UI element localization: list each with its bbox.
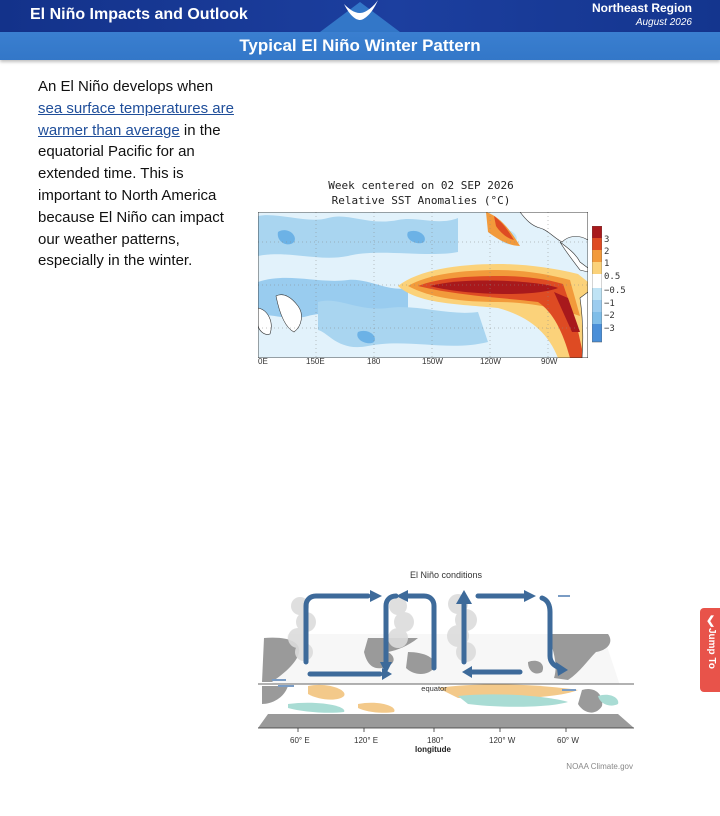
sst-x-axis <box>258 357 588 371</box>
legend-label: 1 <box>604 259 610 269</box>
conditions-title: El Niño conditions <box>409 570 483 580</box>
chevron-left-icon: ❮ <box>706 615 716 627</box>
region-name: Northeast Region <box>591 1 692 15</box>
page-title: Typical El Niño Winter Pattern <box>239 36 481 55</box>
noaa-gull-logo-icon[interactable] <box>320 0 400 32</box>
legend-label: 3 <box>604 235 610 245</box>
sst-x-tick: 150E <box>306 357 325 366</box>
conditions-xlabel: longitude <box>415 745 451 754</box>
top-header-bar <box>0 0 720 32</box>
sst-title-line1: Week centered on 02 SEP 2026 <box>328 179 514 192</box>
region-info <box>592 1 692 30</box>
walker-circulation-diagram <box>258 586 638 732</box>
conditions-x-tick: 120° W <box>489 736 516 745</box>
sst-x-tick: 120W <box>480 357 501 366</box>
app-title[interactable]: El Niño Impacts and Outlook <box>30 6 248 23</box>
conditions-x-tick: 120° E <box>354 736 379 745</box>
legend-label: −0.5 <box>604 286 626 296</box>
sst-x-tick: 0E <box>258 357 268 366</box>
legend-label: −2 <box>604 311 615 321</box>
sst-title-line2: Relative SST Anomalies (°C) <box>331 194 511 207</box>
sst-link[interactable]: sea surface temperatures are warmer than average <box>38 99 234 139</box>
sst-x-tick: 180 <box>367 357 381 366</box>
jump-to-button[interactable] <box>700 608 720 692</box>
intro-text-start: An El Niño develops when <box>38 78 214 95</box>
sst-figure-title <box>258 178 584 208</box>
intro-text-end: in the equatorial Pacific for an extended time. This is important to North America because El Niño can impact our weather patterns, especially in the winter. <box>38 121 224 270</box>
legend-label: 2 <box>604 247 610 257</box>
intro-paragraph <box>38 76 238 272</box>
equator-label: equator <box>421 684 447 693</box>
sst-x-tick: 150W <box>422 357 443 366</box>
conditions-x-tick: 180° <box>427 736 444 745</box>
legend-label: −1 <box>604 299 615 309</box>
conditions-x-tick: 60° E <box>290 736 310 745</box>
sst-color-legend <box>592 226 602 344</box>
sst-anomaly-map <box>258 212 588 358</box>
report-date: August 2026 <box>635 17 692 28</box>
legend-label: 0.5 <box>604 272 621 282</box>
sst-x-tick: 90W <box>541 357 558 366</box>
conditions-x-tick: 60° W <box>557 736 579 745</box>
jump-to-label: Jump To <box>706 628 717 669</box>
image-credit: NOAA Climate.gov <box>566 762 633 771</box>
legend-label: −3 <box>604 324 615 334</box>
subheader-bar <box>0 32 720 60</box>
